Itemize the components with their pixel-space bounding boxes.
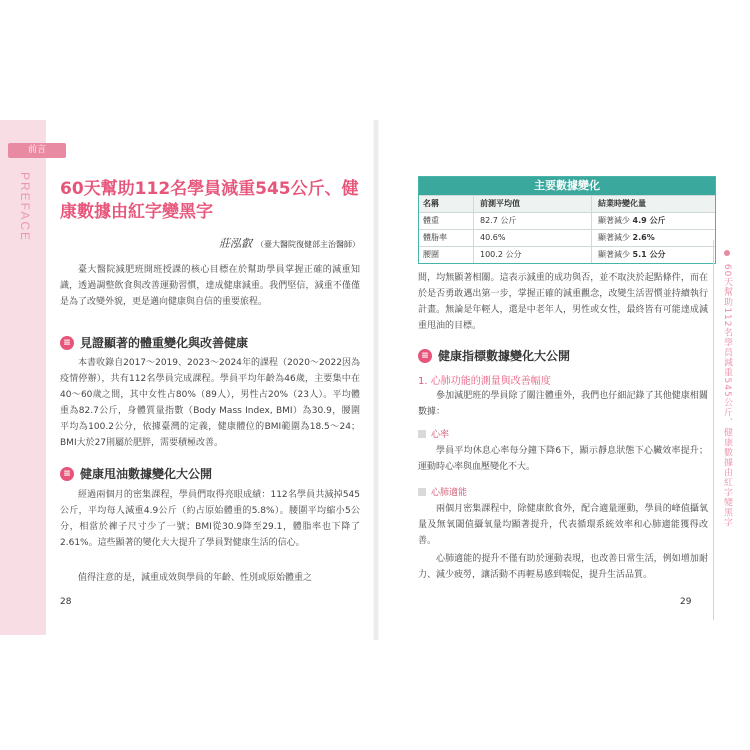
continuation-paragraph: 間，均無顯著相關。這表示減重的成功與否，並不取決於起點條件，而在於是否勇敢邁出第一步，掌握正確的減重觀念，改變生活習慣並持續執行計畫。無論是年輕人，還是中老年人，男性或女性，最終皆有可能達成減重甩油的目標。 (418, 273, 708, 331)
change-prefix: 顯著減少 (598, 233, 633, 242)
table-cell: 體重 (419, 213, 474, 229)
dot-icon (724, 250, 730, 256)
table-row (419, 229, 715, 246)
section-tab: 前言 (8, 143, 66, 158)
square-icon (418, 430, 426, 438)
table-cell: 100.2 公分 (474, 247, 592, 263)
change-value: 2.6% (632, 233, 655, 242)
table-header-cell: 結業時變化量 (598, 199, 646, 208)
table-cell: 體脂率 (419, 230, 474, 246)
section3-paragraph: 參加減肥班的學員除了關注體重外，我們也仔細記錄了其他健康相關數據： (418, 391, 708, 417)
table-header-cell: 名稱 (419, 196, 474, 212)
table-header-cell: 前測平均值 (474, 196, 592, 212)
author-affiliation: （臺大醫院復健部主治醫師） (256, 240, 360, 249)
list-icon: ≡ (60, 336, 74, 350)
preface-vertical-label: PREFACE (18, 172, 32, 243)
page-number-right: 29 (680, 597, 692, 607)
change-prefix: 顯著減少 (598, 250, 633, 259)
book-gutter (373, 120, 379, 640)
subheading: 1. 心肺功能的測量與改善幅度 (418, 376, 551, 387)
cardio-heading (418, 485, 467, 498)
author-name: 莊泓叡 (219, 237, 252, 250)
section1-heading-text: 見證顯著的體重變化與改善健康 (80, 336, 249, 350)
data-table (418, 176, 716, 264)
section2-paragraph-2: 值得注意的是，減重成效與學員的年齡、性別或原始體重之 (78, 573, 313, 583)
table-cell: 40.6% (474, 230, 592, 246)
square-icon (418, 488, 426, 496)
author-line (60, 235, 360, 251)
table-title: 主要數據變化 (419, 177, 715, 195)
table-cell (592, 230, 715, 246)
section2-paragraph-1: 經過兩個月的密集課程，學員們取得亮眼成績：112名學員共減掉545公斤，平均每人減重4.9公斤（約占原始體重的5.8%）。腰圍平均縮小5公分，相當於褲子尺寸少了一號；BMI從30.9降至29.1，體脂率也下降了2.61%。這些顯著的變化大大提升了學員對健康生活的信心。 (60, 490, 360, 548)
section1-heading (60, 334, 248, 351)
section2-heading-text: 健康甩油數據變化大公開 (80, 467, 213, 481)
cardio-label: 心肺適能 (431, 488, 468, 498)
page-number-left: 28 (60, 597, 72, 607)
right-margin-rule (713, 240, 714, 620)
cardio-paragraph-1: 兩個月密集課程中，除健康飲食外，配合適量運動，學員的峰值攝氧量及無氧閾值攝氧量均顯著提升，代表循環系統效率和心肺適能獲得改善。 (418, 504, 708, 546)
list-icon: ≡ (60, 467, 74, 481)
table-row (419, 246, 715, 263)
heart-rate-heading (418, 427, 449, 440)
section2-heading (60, 465, 212, 482)
cardio-paragraph-2: 心肺適能的提升不僅有助於運動表現，也改善日常生活，例如增加耐力、減少疲勞，讓活動不再輕易感到喘促，提升生活品質。 (418, 554, 708, 580)
running-title-text: 60天幫助112名學員減重545公斤、健康數據由紅字變黑字 (722, 263, 732, 528)
table-cell (592, 213, 715, 229)
section3-heading-text: 健康指標數據變化大公開 (438, 349, 571, 363)
table-cell (592, 247, 715, 263)
section1-paragraph: 本書收錄自2017～2019、2023～2024年的課程（2020～2022因為疫情停辦），共有112名學員完成課程。學員平均年齡為46歲，主要集中在40～60歲之間，其中女性占80%（89人），男性占20%（23人）。平均體重為82.7公斤，身體質量指數（Body Mass Index, BMI）為30.9，腰圍平均為100.2公分，依據臺灣的定義，健康體位的BMI範圍為18.5～24；BMI大於27則屬於肥胖，需要積極改善。 (60, 358, 360, 448)
chapter-title: 60天幫助112名學員減重545公斤、健康數據由紅字變黑字 (60, 179, 359, 222)
change-value: 5.1 公分 (632, 250, 666, 259)
running-title (718, 250, 734, 528)
table-cell: 腰圍 (419, 247, 474, 263)
change-value: 4.9 公斤 (632, 216, 666, 225)
table-header-row (419, 195, 715, 212)
table-cell: 82.7 公斤 (474, 213, 592, 229)
list-icon: ≡ (418, 349, 432, 363)
table-row (419, 212, 715, 229)
section3-heading (418, 347, 570, 364)
heart-rate-label: 心率 (431, 430, 450, 440)
change-prefix: 顯著減少 (598, 216, 633, 225)
heart-rate-paragraph: 學員平均休息心率每分鐘下降6下，顯示靜息狀態下心臟效率提升；運動時心率與血壓變化不大。 (418, 446, 708, 472)
intro-paragraph: 臺大醫院減肥班開班授課的核心目標在於幫助學員掌握正確的減重知識，透過調整飲食與改善運動習慣，達成健康減重。我們堅信，減重不僅僅是為了改變外貌，更是邁向健康與自信的重要旅程。 (60, 265, 360, 307)
